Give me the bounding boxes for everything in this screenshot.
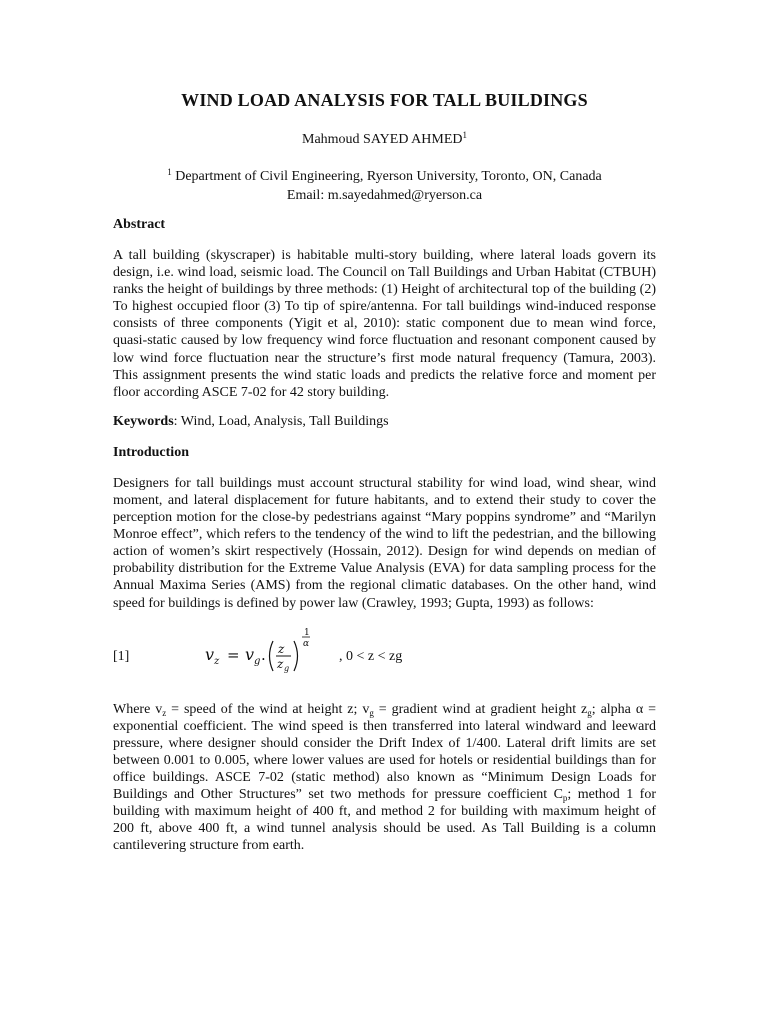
equation-formula xyxy=(203,625,333,691)
para2-text-2: = speed of the wind at height z; v xyxy=(166,701,370,717)
introduction-paragraph-2 xyxy=(113,701,656,855)
eq-frac-den-sub: g xyxy=(284,663,290,673)
para2-text-1: Where v xyxy=(113,701,163,717)
eq-rhs-base: v xyxy=(245,644,255,664)
para2-sub-p: p xyxy=(562,793,568,804)
equation-condition: , 0 < z < zg xyxy=(339,648,403,664)
para2-sub-g2: g xyxy=(587,707,592,718)
affiliation-marker: 1 xyxy=(167,167,172,177)
eq-dot: . xyxy=(261,645,266,664)
keywords-text: : Wind, Load, Analysis, Tall Buildings xyxy=(173,413,389,429)
author-name: Mahmoud SAYED AHMED xyxy=(302,132,463,147)
introduction-paragraph-1: Designers for tall buildings must account structural stability for wind load, wind shear, wind moment, and lateral displacement for future habitants, and to extend their study to cover the perception motion for the close-by pedestrians against “Mary poppins syndrome” and “Marilyn Monroe effect”, which refers to the tendency of the wind to lift the pedestrian, and the billowing action of women’s skirt respectively (Hossain, 2012). Design for wind depends on median of probability distribution for the Extreme Value Analysis (EVA) for data sampling process for the Annual Maxima Series (AMS) from the regional climatic databases. On the other hand, wind speed for buildings is defined by power law (Crawley, 1993; Gupta, 1993) as follows: xyxy=(113,475,656,611)
eq-exp-num: 1 xyxy=(304,627,310,638)
equation-number: [1] xyxy=(113,648,130,664)
para2-text-5: ; method 1 for building with maximum height of 400 ft, and method 2 for building with maximum height of 200 ft, above 400 ft, a wind tunnel analysis should be used. As Tall Building is a column cantilevering structure from earth. xyxy=(113,787,656,854)
affiliation-text: Department of Civil Engineering, Ryerson University, Toronto, ON, Canada xyxy=(171,169,602,184)
eq-left-paren xyxy=(270,641,274,671)
para2-text-4: ; alpha α = exponential coefficient. The wind speed is then transferred into lateral windward and leeward pressure, where designer should consider the Drift Index of 1/400. Lateral drift limits are set between 0.001 to 0.005, where lower values are used for hotels or residential buildings than for office buildings. ASCE 7-02 (static method) also known as “Minimum Design Loads for Buildings and Other Structures” set two methods for pressure coefficient C xyxy=(113,701,656,803)
keywords-label: Keywords xyxy=(113,413,174,429)
eq-lhs: v xyxy=(205,644,215,664)
author-email: Email: m.sayedahmed@ryerson.ca xyxy=(286,188,483,203)
para2-sub-g: g xyxy=(369,707,374,718)
author-line xyxy=(113,132,656,148)
introduction-heading: Introduction xyxy=(113,444,189,460)
eq-rhs-base-sub: g xyxy=(254,655,261,667)
eq-frac-num: z xyxy=(278,641,285,656)
paper-title: WIND LOAD ANALYSIS FOR TALL BUILDINGS xyxy=(181,90,588,110)
affiliation-block xyxy=(113,167,656,205)
eq-frac-den: z xyxy=(277,656,284,671)
eq-lhs-sub: z xyxy=(214,655,220,667)
abstract-heading: Abstract xyxy=(113,217,166,232)
author-affiliation-marker: 1 xyxy=(462,130,467,140)
eq-exp-den: α xyxy=(303,638,310,649)
para2-text-3: = gradient wind at gradient height z xyxy=(373,701,588,717)
affiliation-line xyxy=(113,167,656,186)
eq-equals: = xyxy=(227,645,240,664)
abstract-text: A tall building (skyscraper) is habitable multi-story building, where lateral loads govern its design, i.e. wind load, seismic load. The Council on Tall Buildings and Urban Habitat (CTBUH) ranks the height of buildings by three methods: (1) Height of architectural top of the building (2) To highest occupied floor (3) To tip of spire/antenna. For tall buildings wind-induced response consists of three components (Yigit et al, 2010): static component due to mean wind force, quasi-static caused by low frequency wind force fluctuation and resonant component caused by low wind force fluctuation near the structure’s first mode natural frequency (Tamura, 2003). This assignment presents the wind static loads and predicts the relative force and moment per floor according ASCE 7-02 for 42 story building. xyxy=(113,248,656,400)
keywords-line xyxy=(113,414,656,430)
para2-sub-z: z xyxy=(162,707,167,718)
power-law-equation xyxy=(113,625,656,691)
eq-right-paren xyxy=(294,641,298,671)
